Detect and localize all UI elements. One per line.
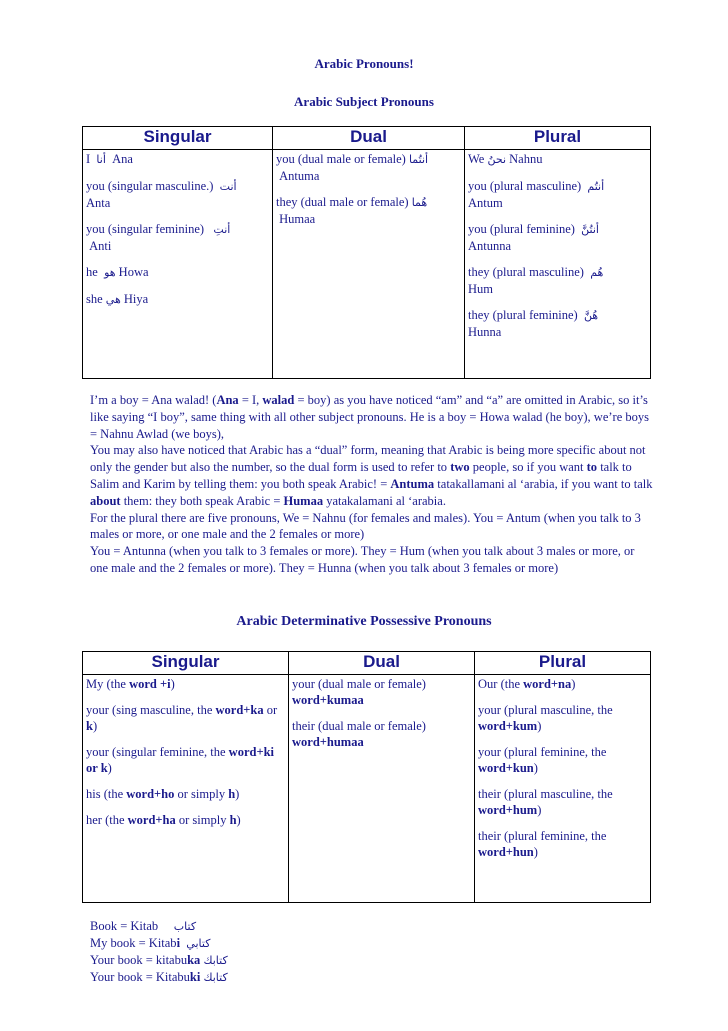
pronoun-translit: Anti <box>89 239 112 253</box>
explanation-paragraph: You = Antunna (when you talk to 3 females or more). They = Hum (when you talk about 3 males or more, or one male and the 2 females or more). They = Hunna (when you talk about 3 females or more) <box>90 544 635 575</box>
text-run: your (sing masculine, the <box>86 703 216 717</box>
pronoun-translit: Humaa <box>279 212 316 226</box>
bold-term: Ana <box>216 393 239 407</box>
text-run: their (plural masculine, the <box>478 787 613 801</box>
text-run: ) <box>235 787 240 801</box>
possessive-his <box>86 786 285 802</box>
possessive-your-pl-masc <box>478 702 647 734</box>
possessive-your-dual <box>292 676 471 708</box>
pronoun-english: We <box>468 152 485 166</box>
pronoun-they-pl-masc <box>468 264 647 297</box>
pronoun-translit: Howa <box>118 265 149 279</box>
text-run: ) <box>236 813 241 827</box>
bold-term: word+kun <box>478 761 534 775</box>
text-run: his (the <box>86 787 127 801</box>
table-row <box>83 675 651 903</box>
col-header-dual: Dual <box>289 652 475 675</box>
example-arabic: كتابك <box>203 954 228 967</box>
text-run: talk to Salim and Karim by telling them: you both speak Arabic! = <box>90 460 632 491</box>
possessive-my <box>86 676 285 692</box>
bold-term: h <box>229 813 237 827</box>
pronoun-arabic: أنتُنَّ <box>581 223 599 236</box>
pronoun-english: they (dual male or female) <box>276 195 409 209</box>
pronoun-english: you (singular feminine) <box>86 222 205 236</box>
pronoun-translit: Hum <box>468 282 493 296</box>
bold-term: two <box>450 460 470 475</box>
pronoun-arabic: هُما <box>411 196 428 209</box>
text-run: My (the <box>86 677 130 691</box>
plural-cell <box>465 150 651 379</box>
pronoun-they-pl-fem <box>468 307 647 340</box>
possessive-pronouns-heading: Arabic Determinative Possessive Pronouns <box>236 614 492 629</box>
bold-term: word+ki or k <box>86 745 274 775</box>
text-run: your (plural feminine, the <box>478 745 607 759</box>
example-line <box>90 935 390 952</box>
text-run: Our (the <box>478 677 524 691</box>
pronoun-arabic: أنتُم <box>587 180 605 193</box>
table-row <box>83 150 651 379</box>
pronoun-translit: Antum <box>468 196 503 210</box>
example-arabic: كتاب <box>173 920 197 933</box>
table-header-row <box>83 652 651 675</box>
pronoun-english: he <box>86 265 98 279</box>
explanation-text <box>90 392 655 577</box>
text-run: your (singular feminine, the <box>86 745 229 759</box>
text-run: You may also have noticed that Arabic has a “dual” form, meaning that Arabic is being more specific about not only the gender but also the number, so the dual form is used to refer to <box>90 443 646 475</box>
text-run: tatakallamani al ‘arabia, if you want to talk <box>434 476 653 491</box>
bold-term: Antuma <box>390 476 435 491</box>
bold-term: k <box>86 719 93 733</box>
possessive-your-pl-fem <box>478 744 647 776</box>
pronoun-we <box>468 151 647 168</box>
text-run: ) <box>537 803 542 817</box>
pronoun-translit: Antuma <box>279 169 320 183</box>
text-run: their (dual male or female) <box>292 719 426 733</box>
text-run: their (plural feminine, the <box>478 829 607 843</box>
possessive-their-pl-masc <box>478 786 647 818</box>
examples-list <box>90 918 390 986</box>
text-run: ) <box>92 719 98 733</box>
pronoun-english: they (plural feminine) <box>468 308 578 322</box>
text-run: I’m a boy = Ana walad! ( <box>90 393 217 407</box>
bold-term: Humaa <box>283 493 324 508</box>
text-run: Your book = kitabu <box>90 953 188 967</box>
bold-term: about <box>90 493 121 508</box>
text-run: your (plural masculine, the <box>478 703 613 717</box>
subject-pronouns-heading: Arabic Subject Pronouns <box>294 94 434 109</box>
bold-term: i <box>176 936 181 950</box>
pronoun-translit: Nahnu <box>509 152 543 166</box>
col-header-singular: Singular <box>83 127 273 150</box>
pronoun-translit: Hunna <box>468 325 502 339</box>
bold-term: walad <box>262 393 295 407</box>
text-run: or simply <box>174 787 229 801</box>
bold-term: word+kumaa <box>292 693 364 707</box>
bold-term: ki <box>189 970 201 984</box>
text-run: = I, <box>238 393 263 407</box>
text-run: = boy) as you have noticed “am” and “a” are omitted in Arabic, so it’s like saying “I boy”, same thing with all other subject pronouns. He is a boy = Howa walad (he boy), we’re boys = Nahnu Awlad (we boys), <box>90 393 649 441</box>
possessive-her <box>86 812 285 828</box>
pronoun-arabic: أنتُما <box>408 153 429 166</box>
table-header-row <box>83 127 651 150</box>
example-arabic: كتابك <box>203 971 228 984</box>
pronoun-arabic: هُم <box>590 266 604 279</box>
pronoun-english: I <box>86 152 91 166</box>
pronoun-you-sing-fem <box>86 221 269 254</box>
document-title: Arabic Pronouns! <box>314 56 414 71</box>
example-line <box>90 918 390 935</box>
bold-term: word+hum <box>478 803 538 817</box>
text-run: her (the <box>86 813 128 827</box>
col-header-dual: Dual <box>273 127 465 150</box>
pronoun-translit: Anta <box>86 196 111 210</box>
col-header-plural: Plural <box>465 127 651 150</box>
pronoun-arabic: نحنُ <box>487 153 507 166</box>
bold-term: h <box>228 787 236 801</box>
pronoun-english: you (plural feminine) <box>468 222 575 236</box>
text-run: or <box>263 703 278 717</box>
text-run: yatakalamani al ‘arabia. <box>323 493 446 508</box>
col-header-plural: Plural <box>475 652 651 675</box>
explanation-paragraph <box>90 392 655 442</box>
bold-term: word +i <box>129 677 171 691</box>
bold-term: to <box>586 460 598 475</box>
possessive-their-dual <box>292 718 471 750</box>
pronoun-you-pl-masc <box>468 178 647 211</box>
pronoun-translit: Antunna <box>468 239 512 253</box>
text-run: ) <box>170 677 175 691</box>
text-run: ) <box>533 845 538 859</box>
pronoun-you-sing-masc <box>86 178 269 211</box>
dual-cell <box>273 150 465 379</box>
text-run: or simply <box>175 813 230 827</box>
text-run: My book = Kitab <box>90 936 177 950</box>
pronoun-arabic: أنت <box>219 180 237 193</box>
singular-cell <box>83 675 289 903</box>
pronoun-arabic: هي <box>105 293 121 306</box>
singular-cell <box>83 150 273 379</box>
pronoun-translit: Ana <box>112 152 133 166</box>
example-line <box>90 969 390 986</box>
explanation-paragraph: For the plural there are five pronouns, We = Nahnu (for females and males). You = Antum (when you talk to 3 males or more, or one male and the 2 females or more) <box>90 510 641 542</box>
bold-term: word+humaa <box>292 735 364 749</box>
text-run: ) <box>537 719 542 733</box>
plural-cell <box>475 675 651 903</box>
text-run: your (dual male or female) <box>292 677 426 691</box>
text-run: ) <box>571 677 576 691</box>
pronoun-english: you (plural masculine) <box>468 179 582 193</box>
bold-term: word+na <box>523 677 572 691</box>
pronoun-they-dual <box>276 194 461 227</box>
text-run: ) <box>107 761 112 775</box>
bold-term: word+ha <box>127 813 176 827</box>
pronoun-i <box>86 151 269 168</box>
possessive-their-pl-fem <box>478 828 647 860</box>
text-run: Book = Kitab <box>90 919 159 933</box>
text-run: them: they both speak Arabic = <box>120 493 284 508</box>
pronoun-english: she <box>86 292 103 306</box>
pronoun-you-dual <box>276 151 461 184</box>
explanation-paragraph <box>90 442 655 509</box>
pronoun-english: they (plural masculine) <box>468 265 584 279</box>
pronoun-translit: Hiya <box>123 292 149 306</box>
pronoun-arabic: أنا <box>96 153 106 166</box>
possessive-pronouns-table <box>82 651 651 903</box>
pronoun-arabic: هو <box>104 266 116 279</box>
possessive-your-sing-masc <box>86 702 285 734</box>
text-run: people, so if you want <box>469 460 587 475</box>
text-run: Your book = Kitabu <box>90 970 190 984</box>
possessive-your-sing-fem <box>86 744 285 776</box>
bold-term: ka <box>187 953 201 967</box>
dual-cell <box>289 675 475 903</box>
bold-term: word+ho <box>126 787 175 801</box>
pronoun-he <box>86 264 269 281</box>
pronoun-you-pl-fem <box>468 221 647 254</box>
col-header-singular: Singular <box>83 652 289 675</box>
text-run: ) <box>533 761 538 775</box>
bold-term: word+kum <box>478 719 538 733</box>
pronoun-english: you (singular masculine.) <box>86 179 214 193</box>
possessive-our <box>478 676 647 692</box>
pronoun-arabic: أنتِ <box>213 223 231 236</box>
example-arabic: كتابي <box>186 937 211 950</box>
bold-term: word+hun <box>478 845 534 859</box>
bold-term: word+ka <box>215 703 264 717</box>
example-line <box>90 952 390 969</box>
pronoun-english: you (dual male or female) <box>276 152 406 166</box>
pronoun-arabic: هُنَّ <box>583 309 599 322</box>
pronoun-she <box>86 291 269 308</box>
subject-pronouns-table <box>82 126 651 379</box>
